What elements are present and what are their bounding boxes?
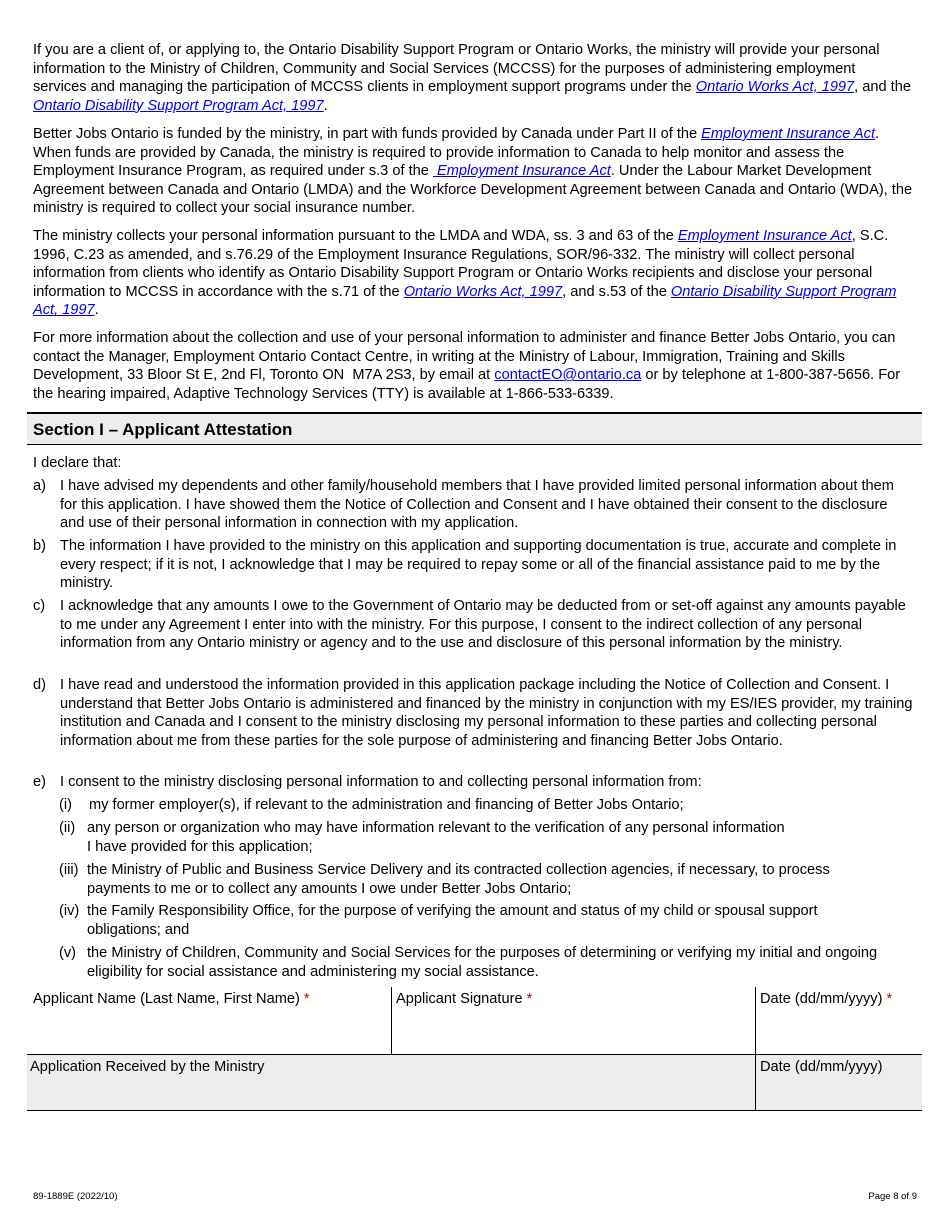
paragraph-text: The ministry collects your personal information pursuant to the LMDA and WDA, ss. 3 and 63 of the xyxy=(33,228,678,244)
attestation-item-b xyxy=(33,537,913,593)
paragraph-text: . When funds are provided by Canada, the ministry is required to provide information to Canada to help monitor and assess the Employment Insurance Program, as required under s.3 of the xyxy=(33,126,880,180)
subitem-text: the Ministry of Children, Community and Social Services for the purposes of determining or verifying my initial and ongoing eligibility for social assistance and administering my social assistance. xyxy=(87,945,878,980)
item-marker: c) xyxy=(33,598,46,614)
applicant-signature-field[interactable] xyxy=(391,987,755,1054)
item-text: I acknowledge that any amounts I owe to the Government of Ontario may be deducted from or set-off against any amounts payable to me under any Agreement I enter into with the ministry. For this purpose, I consent to the indirect collection of any personal information from any Ontario ministry or agency and to the use and disclosure of this personal information by the ministry. xyxy=(60,598,906,652)
paragraph-text: or by telephone at 1-800-387-5656. For the hearing impaired, Adaptive Technology Services (TTY) is available at 1-866-533-6339. xyxy=(33,367,901,402)
page-number: Page 8 of 9 xyxy=(868,1191,917,1202)
attestation-item-e xyxy=(33,773,913,792)
required-asterisk: * xyxy=(303,991,310,1007)
subitem-text-line2: I have provided for this application; xyxy=(87,838,313,855)
item-text: The information I have provided to the ministry on this application and supporting documentation is true, accurate and complete in every respect; if it is not, I acknowledge that I may be required to repay some or all of the financial assistance paid to me by the ministry. xyxy=(60,538,897,592)
item-text: I have advised my dependents and other family/household members that I have provided limited personal information about them for this application. I have showed them the Notice of Collection and Consent and I have obtained their consent to the disclosure and use of their personal information in connection with my application. xyxy=(60,478,894,532)
received-by-ministry-label: Application Received by the Ministry xyxy=(30,1059,265,1075)
paragraph-text: For more information about the collection and use of your personal information to administer and finance Better Jobs Ontario, you can contact the Manager, Employment Ontario Contact Centre, in writing at the Ministry of Labour, Immigration, Training and Skills Development, 33 Bloor St E, 2nd Fl, Toronto ON M7A 2S3, by email at xyxy=(33,330,896,384)
paragraph-text: , S.C. 1996, C.23 as amended, and s.76.29 of the Employment Insurance Regulations, SOR/96-332. The ministry will collect personal information from clients who identify as Ontario Disability Support Program or Ontario Works recipients and disclose your personal information to MCCSS in accordance with the s.71 of the xyxy=(33,228,889,300)
subitem-text: the Ministry of Public and Business Service Delivery and its contracted collection agencies, if necessary, to process payments to me or to collect any amounts I owe under Better Jobs Ontario; xyxy=(87,862,830,897)
employment-insurance-act-link-3[interactable]: Employment Insurance Act xyxy=(677,228,852,244)
ontario-works-act-link-2[interactable]: Ontario Works Act, 1997 xyxy=(403,283,563,300)
required-asterisk: * xyxy=(526,991,533,1007)
attestation-item-d xyxy=(33,676,913,750)
item-marker: a) xyxy=(33,478,46,494)
subitem-text: my former employer(s), if relevant to the administration and financing of Better Jobs Ontario; xyxy=(89,797,684,813)
attestation-item-a xyxy=(33,477,913,533)
contact-email-link[interactable]: contactEO@ontario.ca xyxy=(494,367,642,384)
received-date-label: Date (dd/mm/yyyy) xyxy=(760,1059,883,1075)
received-date-field[interactable] xyxy=(755,1054,922,1111)
paragraph-text: . Under the Labour Market Development Agreement between Canada and Ontario (LMDA) and the Workforce Development Agreement between Canada and Ontario (WDA), the ministry is required to collect your social insurance number. xyxy=(33,163,913,217)
item-marker: e) xyxy=(33,774,46,790)
attestation-subitem-iv xyxy=(59,902,879,939)
label-text: Date (dd/mm/yyyy) xyxy=(760,991,883,1007)
subitem-marker: (i) xyxy=(59,797,72,813)
paragraph-funding xyxy=(33,125,913,218)
applicant-date-label xyxy=(760,990,892,1008)
paragraph-mccss-disclosure xyxy=(33,41,913,115)
subitem-text-line1: any person or organization who may have information relevant to the verification of any personal information xyxy=(87,820,785,836)
paragraph-text: If you are a client of, or applying to, the Ontario Disability Support Program or Ontario Works, the ministry will provide your personal information to the Ministry of Children, Community and Social Services (MCCSS) for the purposes of administering employment services and managing the participation of MCCSS clients in employment support programs under the xyxy=(33,42,880,96)
applicant-name-field[interactable] xyxy=(27,987,391,1054)
item-marker: b) xyxy=(33,538,46,554)
subitem-text: the Family Responsibility Office, for the purpose of verifying the amount and status of my child or spousal support obligations; and xyxy=(87,903,818,938)
paragraph-text: . xyxy=(323,97,328,114)
paragraph-text: , and s.53 of the xyxy=(562,283,671,300)
paragraph-collection-authority xyxy=(33,227,913,320)
applicant-name-label xyxy=(33,990,310,1008)
attestation-subitem-i xyxy=(59,796,879,815)
attestation-subitem-ii xyxy=(59,819,879,856)
received-by-ministry-field[interactable] xyxy=(27,1054,755,1111)
declaration-intro: I declare that: xyxy=(33,455,122,471)
label-text: Applicant Signature xyxy=(396,991,523,1007)
odsp-act-link[interactable]: Ontario Disability Support Program Act, 1997 xyxy=(33,97,324,114)
ontario-works-act-link[interactable]: Ontario Works Act, 1997 xyxy=(695,79,855,96)
attestation-subitem-v xyxy=(59,944,879,981)
paragraph-text: . xyxy=(94,302,99,319)
employment-insurance-act-link-2[interactable]: Employment Insurance Act xyxy=(432,163,611,180)
attestation-item-c xyxy=(33,597,913,653)
paragraph-text: Better Jobs Ontario is funded by the ministry, in part with funds provided by Canada under Part II of the xyxy=(33,126,702,142)
required-asterisk: * xyxy=(886,991,893,1007)
subitem-marker: (ii) xyxy=(59,820,76,836)
subitem-marker: (iv) xyxy=(59,903,80,919)
paragraph-text: , and the xyxy=(854,79,911,96)
odsp-act-link-2[interactable]: Ontario Disability Support Program Act, 1997 xyxy=(33,283,897,319)
section-header xyxy=(27,412,922,445)
item-text: I consent to the ministry disclosing personal information to and collecting personal information from: xyxy=(60,774,702,790)
subitem-marker: (iii) xyxy=(59,862,79,878)
subitem-marker: (v) xyxy=(59,945,77,961)
applicant-date-field[interactable] xyxy=(755,987,922,1054)
label-text: Applicant Name (Last Name, First Name) xyxy=(33,991,300,1007)
signature-table xyxy=(27,987,922,1111)
paragraph-contact-info xyxy=(33,329,913,403)
employment-insurance-act-link[interactable]: Employment Insurance Act xyxy=(701,126,876,142)
section-title: Section I – Applicant Attestation xyxy=(33,420,293,439)
applicant-signature-label xyxy=(396,990,532,1008)
attestation-subitem-iii xyxy=(59,861,879,898)
form-number: 89-1889E (2022/10) xyxy=(33,1191,118,1202)
item-marker: d) xyxy=(33,677,46,693)
item-text: I have read and understood the information provided in this application package including the Notice of Collection and Consent. I understand that Better Jobs Ontario is administered and financed by the ministry in conjunction with my ES/IES provider, my training institution and Canada and I consent to the ministry disclosing my personal information to these parties and collecting personal information about me from these parties for the sole purpose of administering and financing Better Jobs Ontario. xyxy=(60,677,913,749)
